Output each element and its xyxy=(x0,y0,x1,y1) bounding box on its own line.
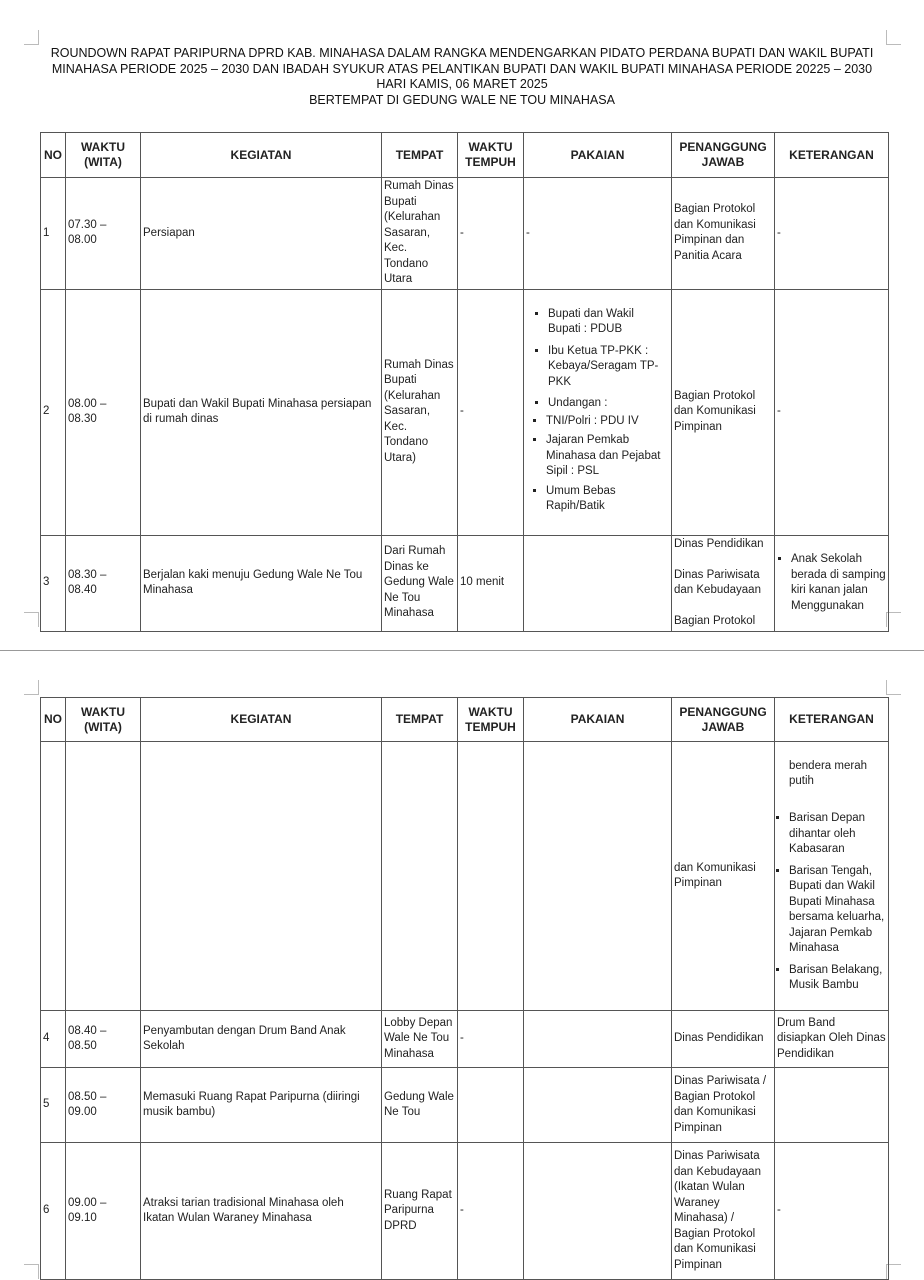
cell-no: 6 xyxy=(41,1143,66,1280)
cell-kegiatan: Penyambutan dengan Drum Band Anak Sekolah xyxy=(141,1011,382,1068)
page-break xyxy=(0,650,924,651)
list-item: ▪ Barisan Tengah, Bupati dan Wakil Bupati Minahasa bersama keluarha, Jajaran Pemkab Minahasa xyxy=(789,864,886,957)
cell-waktu: 08.50 – 09.00 xyxy=(66,1068,141,1143)
table-row xyxy=(41,535,889,631)
col-no: NO xyxy=(41,698,66,742)
col-keterangan: KETERANGAN xyxy=(775,133,889,178)
cell-tempat: Gedung Wale Ne Tou xyxy=(382,1068,458,1143)
cell-tempuh xyxy=(458,742,524,1011)
cell-tempuh xyxy=(458,1068,524,1143)
cell-no xyxy=(41,742,66,1011)
cell-penanggung-jawab: Bagian Protokol dan Komunikasi Pimpinan dan Panitia Acara xyxy=(672,178,775,290)
list-item: ▪ Umum Bebas Rapih/Batik xyxy=(546,484,669,515)
list-item: ▪ Bupati dan Wakil Bupati : PDUB xyxy=(548,307,669,338)
cell-tempuh: - xyxy=(458,1011,524,1068)
schedule-table-page-1 xyxy=(40,132,889,632)
table-row xyxy=(41,1143,889,1280)
cell-kegiatan: Bupati dan Wakil Bupati Minahasa persiapan di rumah dinas xyxy=(141,289,382,535)
page-corner-mark xyxy=(24,30,39,45)
keterangan-list xyxy=(777,552,886,614)
cell-kegiatan: Memasuki Ruang Rapat Paripurna (diiringi musik bambu) xyxy=(141,1068,382,1143)
cell-tempuh: - xyxy=(458,289,524,535)
cell-keterangan xyxy=(775,1068,889,1143)
col-keterangan: KETERANGAN xyxy=(775,698,889,742)
cell-pakaian xyxy=(524,535,672,631)
cell-tempuh: - xyxy=(458,1143,524,1280)
list-item: ▪ Anak Sekolah berada di samping kiri kanan jalan Menggunakan xyxy=(791,552,886,614)
cell-kegiatan: Persiapan xyxy=(141,178,382,290)
cell-tempuh: - xyxy=(458,178,524,290)
cell-kegiatan: Berjalan kaki menuju Gedung Wale Ne Tou Minahasa xyxy=(141,535,382,631)
list-item: ▪ TNI/Polri : PDU IV xyxy=(546,414,669,430)
cell-penanggung-jawab: Dinas Pendidikan xyxy=(672,1011,775,1068)
cell-penanggung-jawab: dan Komunikasi Pimpinan xyxy=(672,742,775,1011)
col-waktu: WAKTU (WITA) xyxy=(66,698,141,742)
col-penanggung-jawab: PENANGGUNG JAWAB xyxy=(672,698,775,742)
col-tempat: TEMPAT xyxy=(382,698,458,742)
page-corner-mark xyxy=(24,1264,39,1279)
cell-kegiatan: Atraksi tarian tradisional Minahasa oleh Ikatan Wulan Waraney Minahasa xyxy=(141,1143,382,1280)
cell-waktu: 07.30 – 08.00 xyxy=(66,178,141,290)
title-date: HARI KAMIS, 06 MARET 2025 xyxy=(376,77,548,91)
page-corner-mark xyxy=(24,680,39,695)
cell-tempat: Rumah Dinas Bupati (Kelurahan Sasaran, Kec. Tondano Utara xyxy=(382,178,458,290)
col-penanggung-jawab: PENANGGUNG JAWAB xyxy=(672,133,775,178)
cell-keterangan: - xyxy=(775,178,889,290)
title-venue: BERTEMPAT DI GEDUNG WALE NE TOU MINAHASA xyxy=(309,92,615,107)
cell-tempat: Lobby Depan Wale Ne Tou Minahasa xyxy=(382,1011,458,1068)
cell-tempat: Dari Rumah Dinas ke Gedung Wale Ne Tou Minahasa xyxy=(382,535,458,631)
cell-keterangan: Drum Band disiapkan Oleh Dinas Pendidikan xyxy=(775,1011,889,1068)
col-pakaian: PAKAIAN xyxy=(524,133,672,178)
list-item: ▪ Ibu Ketua TP-PKK : Kebaya/Seragam TP-PKK xyxy=(548,344,669,391)
col-pakaian: PAKAIAN xyxy=(524,698,672,742)
cell-no: 2 xyxy=(41,289,66,535)
keterangan-text: bendera merah putih xyxy=(789,759,867,787)
cell-waktu: 08.30 – 08.40 xyxy=(66,535,141,631)
cell-penanggung-jawab: Dinas Pariwisata / Bagian Protokol dan Komunikasi Pimpinan xyxy=(672,1068,775,1143)
col-waktu: WAKTU (WITA) xyxy=(66,133,141,178)
title-line: ROUNDOWN RAPAT PARIPURNA DPRD KAB. MINAHASA DALAM RANGKA MENDENGARKAN PIDATO PERDANA BUPATI DAN WAKIL BUPATI xyxy=(50,46,874,60)
col-no: NO xyxy=(41,133,66,178)
cell-waktu: 08.40 – 08.50 xyxy=(66,1011,141,1068)
cell-waktu xyxy=(66,742,141,1011)
pakaian-list xyxy=(526,307,669,515)
cell-no: 1 xyxy=(41,178,66,290)
page-corner-mark xyxy=(886,30,901,45)
schedule-table-page-2 xyxy=(40,697,889,1280)
cell-pakaian xyxy=(524,742,672,1011)
page-corner-mark xyxy=(24,612,39,627)
cell-waktu: 08.00 – 08.30 xyxy=(66,289,141,535)
cell-keterangan xyxy=(775,535,889,631)
cell-pakaian: - xyxy=(524,178,672,290)
table-header-row xyxy=(41,698,889,742)
cell-no: 3 xyxy=(41,535,66,631)
list-item-text: Undangan : xyxy=(548,397,608,409)
cell-penanggung-jawab: Dinas Pariwisata dan Kebudayaan (Ikatan Wulan Waraney Minahasa) / Bagian Protokol dan Komunikasi Pimpinan xyxy=(672,1143,775,1280)
cell-tempuh: 10 menit xyxy=(458,535,524,631)
list-item xyxy=(548,396,669,515)
cell-tempat: Ruang Rapat Paripurna DPRD xyxy=(382,1143,458,1280)
cell-penanggung-jawab: Dinas Pendidikan Dinas Pariwisata dan Kebudayaan Bagian Protokol xyxy=(672,535,775,631)
cell-keterangan: - xyxy=(775,289,889,535)
col-tempat: TEMPAT xyxy=(382,133,458,178)
cell-pakaian xyxy=(524,289,672,535)
table-row xyxy=(41,289,889,535)
document-title xyxy=(0,46,924,108)
col-waktu-tempuh: WAKTU TEMPUH xyxy=(458,133,524,178)
table-row-continued xyxy=(41,742,889,1011)
keterangan-list xyxy=(789,811,886,994)
cell-kegiatan xyxy=(141,742,382,1011)
col-kegiatan: KEGIATAN xyxy=(141,698,382,742)
cell-waktu: 09.00 – 09.10 xyxy=(66,1143,141,1280)
table-row xyxy=(41,178,889,290)
cell-keterangan: - xyxy=(775,1143,889,1280)
col-kegiatan: KEGIATAN xyxy=(141,133,382,178)
table-row xyxy=(41,1068,889,1143)
cell-tempat: Rumah Dinas Bupati (Kelurahan Sasaran, Kec. Tondano Utara) xyxy=(382,289,458,535)
cell-penanggung-jawab: Bagian Protokol dan Komunikasi Pimpinan xyxy=(672,289,775,535)
list-item: ▪ Jajaran Pemkab Minahasa dan Pejabat Sipil : PSL xyxy=(546,433,669,480)
cell-pakaian xyxy=(524,1068,672,1143)
list-item: ▪ Barisan Belakang, Musik Bambu xyxy=(789,963,886,994)
title-line: MINAHASA PERIODE 2025 – 2030 DAN IBADAH SYUKUR ATAS PELANTIKAN BUPATI DAN WAKIL BUPATI MINAHASA PERIODE 20225 – 2030 xyxy=(51,61,873,76)
cell-pakaian xyxy=(524,1143,672,1280)
list-item: ▪ Barisan Depan dihantar oleh Kabasaran xyxy=(789,811,886,858)
undangan-list xyxy=(526,414,669,515)
cell-no: 5 xyxy=(41,1068,66,1143)
cell-no: 4 xyxy=(41,1011,66,1068)
table-row xyxy=(41,1011,889,1068)
col-waktu-tempuh: WAKTU TEMPUH xyxy=(458,698,524,742)
cell-keterangan xyxy=(775,742,889,1011)
cell-tempat xyxy=(382,742,458,1011)
table-header-row xyxy=(41,133,889,178)
page-corner-mark xyxy=(886,680,901,695)
cell-pakaian xyxy=(524,1011,672,1068)
